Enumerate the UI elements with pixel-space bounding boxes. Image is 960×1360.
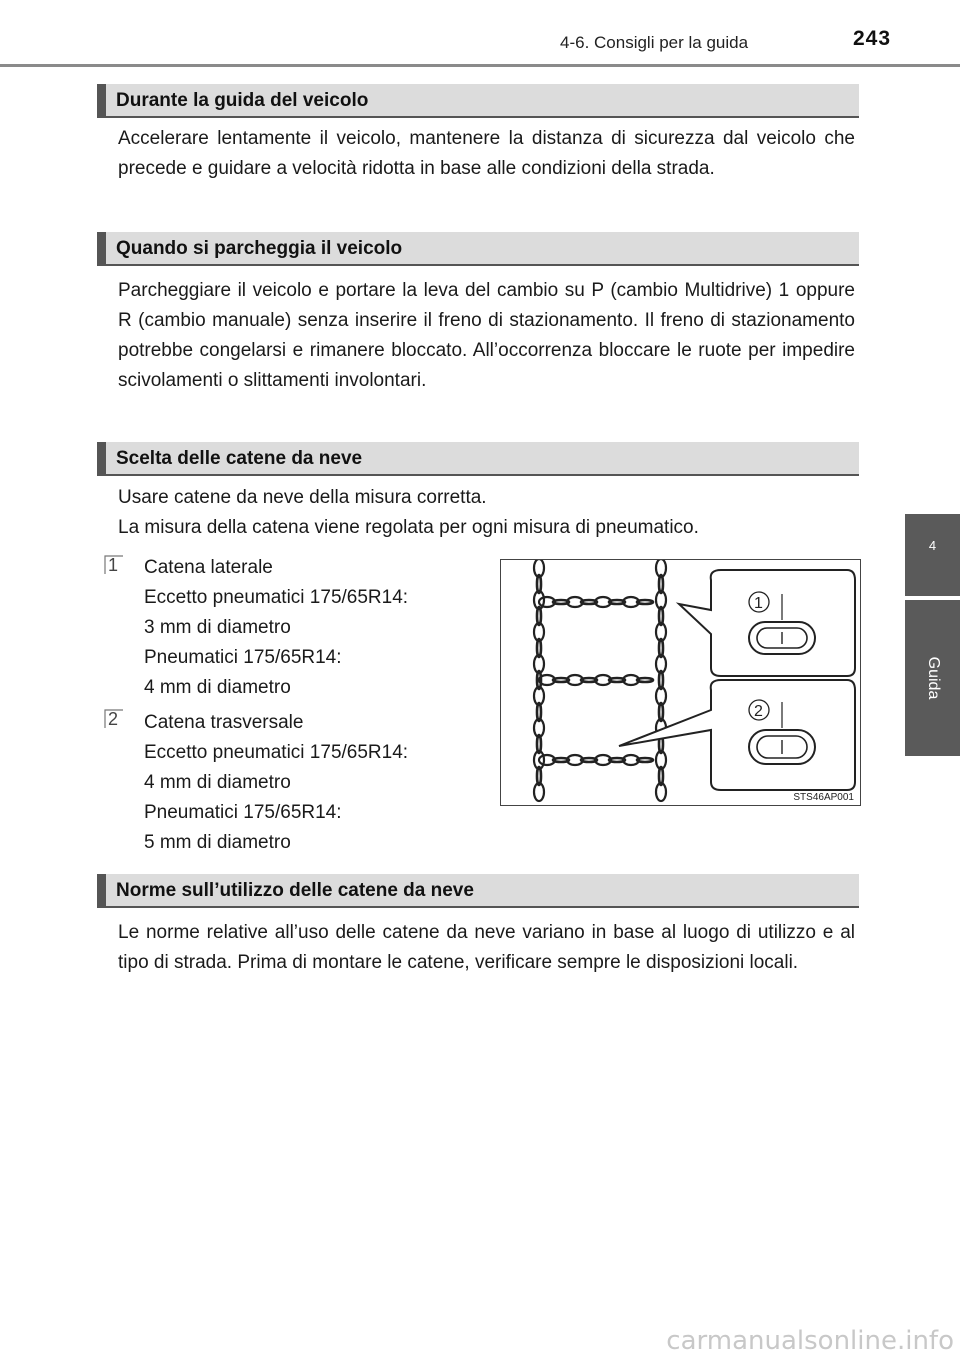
text-line: La misura della catena viene regolata per ogni misura di pneumatico. xyxy=(118,517,699,538)
item-line: Eccetto pneumatici 175/65R14: xyxy=(144,587,409,608)
page-number: 243 xyxy=(853,27,892,50)
header-rule xyxy=(0,64,960,67)
item-number-badge xyxy=(103,554,125,576)
snow-chain-illustration xyxy=(501,560,860,805)
text-line: Usare catene da neve della misura corretta. xyxy=(118,487,487,508)
figure-code: STS46AP001 xyxy=(793,792,854,803)
figure-callout-1: 1 xyxy=(754,595,763,612)
callout-bubble-2 xyxy=(619,680,855,790)
section-heading-text: Quando si parcheggia il veicolo xyxy=(116,238,403,259)
figure-callout-2: 2 xyxy=(754,703,763,720)
item-line: Pneumatici 175/65R14: xyxy=(144,647,342,668)
side-chain-right xyxy=(656,560,666,801)
item-line: Catena laterale xyxy=(144,557,273,578)
item-number-badge xyxy=(103,708,125,730)
item-line: Pneumatici 175/65R14: xyxy=(144,802,342,823)
section-paragraph: Accelerare lentamente il veicolo, mantenere la distanza di sicurezza dal veicolo che precede e guidare a velocità ridotta in base alle condizioni della strada. xyxy=(118,128,855,179)
section-heading-text: Durante la guida del veicolo xyxy=(116,90,369,111)
section-heading xyxy=(97,874,859,908)
item-line: 5 mm di diametro xyxy=(144,832,291,853)
section-heading xyxy=(97,232,859,266)
header-section-title: 4-6. Consigli per la guida xyxy=(560,33,749,52)
section-heading-text: Norme sull’utilizzo delle catene da neve xyxy=(116,880,474,901)
item-line: Eccetto pneumatici 175/65R14: xyxy=(144,742,409,763)
item-line: 3 mm di diametro xyxy=(144,617,291,638)
item-number-text: 2 xyxy=(108,709,119,729)
section-paragraph: Le norme relative all’uso delle catene da neve variano in base al luogo di utilizzo e al tipo di strada. Prima di montare le catene, verificare sempre le disposizioni locali. xyxy=(118,922,855,973)
item-number-text: 1 xyxy=(108,555,119,575)
side-tab-label-text: Guida xyxy=(924,656,942,700)
side-tab-chapter-label[interactable] xyxy=(905,600,960,756)
item-line: 4 mm di diametro xyxy=(144,772,291,793)
side-tab-number-text: 4 xyxy=(928,538,937,553)
item-line: Catena trasversale xyxy=(144,712,304,733)
snow-chain-figure xyxy=(500,559,861,806)
side-tab-chapter-number[interactable] xyxy=(905,514,960,596)
item-line: 4 mm di diametro xyxy=(144,677,291,698)
section-paragraph: Parcheggiare il veicolo e portare la leva del cambio su P (cambio Multidrive) 1 oppure R (cambio manuale) senza inserire il freno di stazionamento. Il freno di stazionamento potrebbe congelarsi e rimanere bloccato. All’occorrenza bloccare le ruote per impedire scivolamenti o slittamenti involontari. xyxy=(118,280,855,391)
section-heading xyxy=(97,442,859,476)
watermark: carmanualsonline.info xyxy=(666,1326,954,1356)
section-heading xyxy=(97,84,859,118)
section-heading-text: Scelta delle catene da neve xyxy=(116,448,363,469)
